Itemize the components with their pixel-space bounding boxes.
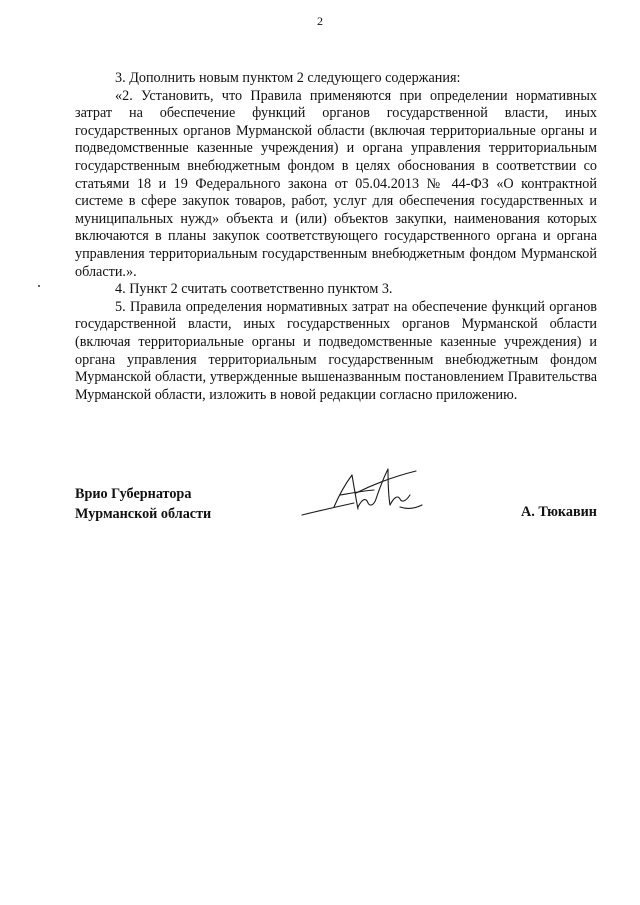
paragraph-item-5: 5. Правила определения нормативных затрат на обеспечение функций органов государственной власти, иных государственных органов Мурманской области (включая территориальные органы и подведомственные казенные учреждения) и органа управления территориальным государственным внебюджетным фондом Мурманской области, утвержденные вышеназванным постановлением Правительства Мурманской области, изложить в новой редакции согласно приложению. xyxy=(75,298,597,403)
document-body xyxy=(75,70,597,404)
signatory-title xyxy=(75,485,211,524)
paragraph-item-4: 4. Пункт 2 считать соответственно пунктом 3. xyxy=(115,281,393,298)
paragraph-item-3: 3. Дополнить новым пунктом 2 следующего содержания: xyxy=(115,70,461,86)
page-number: 2 xyxy=(317,14,323,28)
handwritten-signature xyxy=(296,463,428,525)
signatory-title-line1: Врио Губернатора xyxy=(75,486,192,502)
signatory-title-line2: Мурманской области xyxy=(75,505,212,522)
signatory-name: А. Тюкавин xyxy=(520,504,597,520)
paragraph-quoted-item-2: «2. Установить, что Правила применяются при определении нормативных затрат на обеспечение функций органов государственной власти, иных государственных органов Мурманской области (включая территориальные органы и подведомственные казенные учреждения) и органа управления территориальным государственным внебюджетным фондом в целях обоснования в соответствии со статьями 18 и 19 Федерального закона от 05.04.2013 № 44-ФЗ «О контрактной системе в сфере закупок товаров, работ, услуг для обеспечения государственных и муниципальных нужд» объекта и (или) объектов закупки, наименования которых включаются в планы закупок соответствующего государственного органа и органа управления территориальным государственным внебюджетным фондом Мурманской области.». xyxy=(75,87,597,280)
margin-mark xyxy=(38,285,40,287)
